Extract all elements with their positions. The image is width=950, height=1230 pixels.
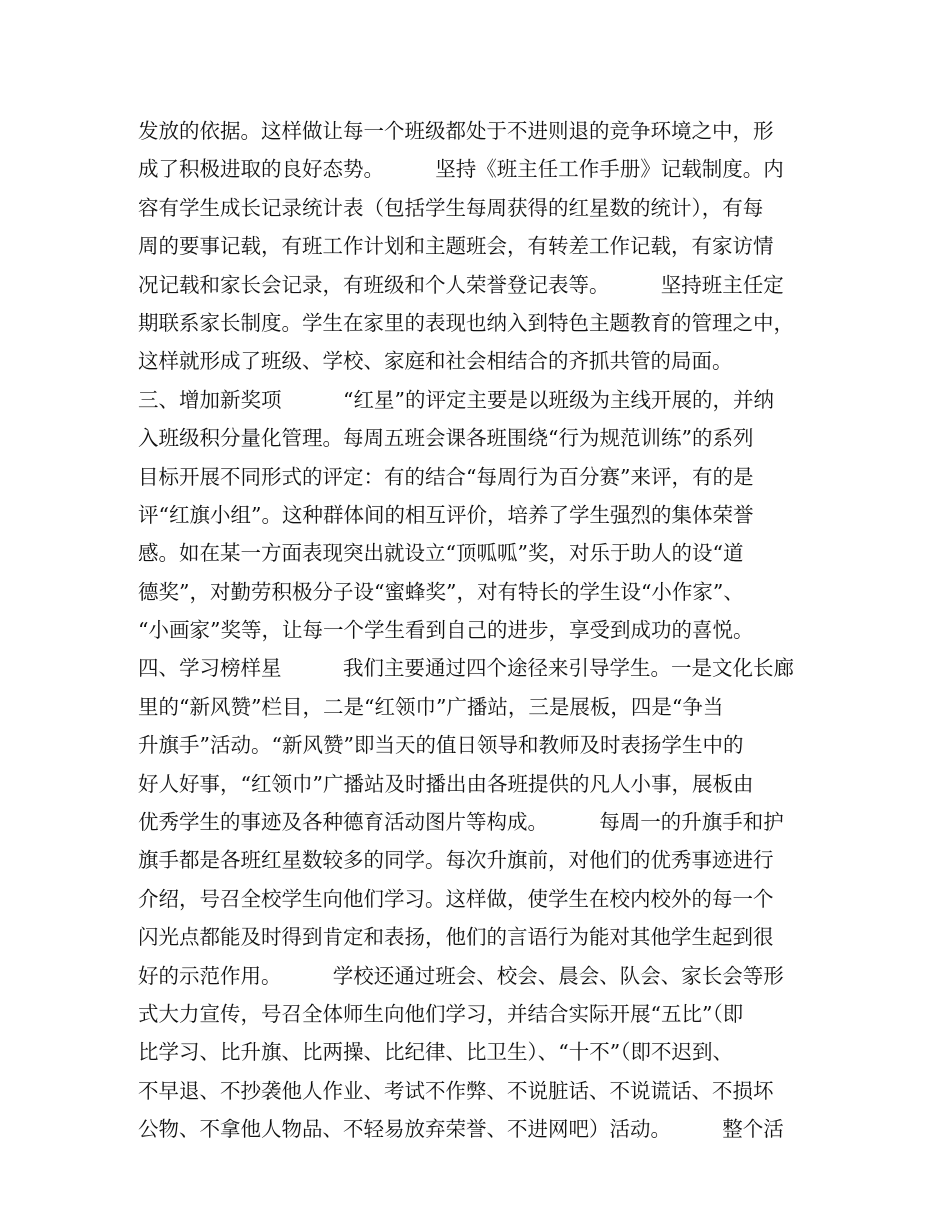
text-line-14: “小画家”奖等，让每一个学生看到自己的进步，享受到成功的喜悦。 xyxy=(138,618,754,643)
text-line-3: 容有学生成长记录统计表（包括学生每周获得的红星数的统计），有每 xyxy=(138,195,764,220)
text-line-19: 优秀学生的事迹及各种德育活动图片等构成。 每周一的升旗手和护 xyxy=(138,810,784,835)
text-line-21: 介绍，号召全校学生向他们学习。这样做，使学生在校内校外的每一个 xyxy=(138,886,774,911)
text-line-6: 期联系家长制度。学生在家里的表现也纳入到特色主题教育的管理之中， xyxy=(138,310,794,335)
body-text xyxy=(138,112,828,1149)
text-line-2: 成了积极进取的良好态势。 坚持《班主任工作手册》记载制度。内 xyxy=(138,157,784,182)
text-line-1: 发放的依据。这样做让每一个班级都处于不进则退的竞争环境之中，形 xyxy=(138,119,774,143)
text-line-11: 评“红旗小组”。这种群体间的相互评价，培养了学生强烈的集体荣誉 xyxy=(138,502,754,527)
text-line-12: 感。如在某一方面表现突出就设立“顶呱呱”奖，对乐于助人的设“道 xyxy=(138,541,744,566)
text-line-15: 四、学习榜样星 我们主要通过四个途径来引导学生。一是文化长廊 xyxy=(138,656,794,681)
text-line-8: 三、增加新奖项 “红星”的评定主要是以班级为主线开展的，并纳 xyxy=(138,387,774,412)
text-line-24: 式大力宣传，号召全体师生向他们学习，并结合实际开展“五比”（即 xyxy=(138,1001,744,1026)
text-line-18: 好人好事，“红领巾”广播站及时播出由各班提供的凡人小事，展板由 xyxy=(138,771,754,796)
text-line-5: 况记载和家长会记录，有班级和个人荣誉登记表等。 坚持班主任定 xyxy=(138,272,784,297)
text-line-22: 闪光点都能及时得到肯定和表扬，他们的言语行为能对其他学生起到很 xyxy=(138,925,774,950)
text-line-27: 公物、不拿他人物品、不轻易放弃荣誉、不进网吧）活动。 整个活 xyxy=(138,1117,784,1142)
text-line-23: 好的示范作用。 学校还通过班会、校会、晨会、队会、家长会等形 xyxy=(138,963,784,988)
text-line-7: 这样就形成了班级、学校、家庭和社会相结合的齐抓共管的局面。 xyxy=(138,349,733,374)
text-line-16: 里的“新风赞”栏目，二是“红领巾”广播站，三是展板，四是“争当 xyxy=(138,694,724,719)
text-line-20: 旗手都是各班红星数较多的同学。每次升旗前，对他们的优秀事迹进行 xyxy=(138,848,774,873)
text-line-26: 不早退、不抄袭他人作业、考试不作弊、不说脏话、不说谎话、不损坏 xyxy=(138,1078,774,1103)
text-line-25: 比学习、比升旗、比两操、比纪律、比卫生）、“十不”（即不迟到、 xyxy=(138,1040,733,1065)
text-line-9: 入班级积分量化管理。每周五班会课各班围绕“行为规范训练”的系列 xyxy=(138,426,754,451)
text-line-4: 周的要事记载，有班工作计划和主题班会，有转差工作记载，有家访情 xyxy=(138,234,774,259)
text-line-13: 德奖”，对勤劳积极分子设“蜜蜂奖”，对有特长的学生设“小作家”、 xyxy=(138,579,744,604)
text-line-17: 升旗手”活动。“新风赞”即当天的值日领导和教师及时表扬学生中的 xyxy=(138,733,744,758)
text-line-10: 目标开展不同形式的评定：有的结合“每周行为百分赛”来评，有的是 xyxy=(138,464,754,489)
